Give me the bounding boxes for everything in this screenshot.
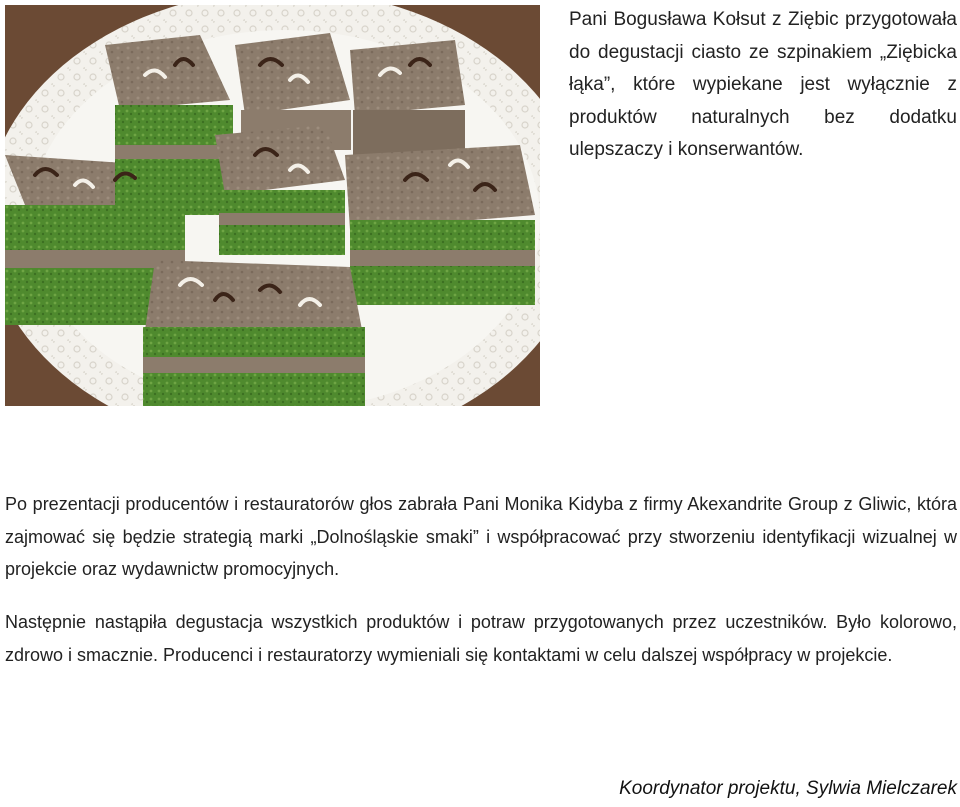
cake-slice [350,40,465,165]
cake-slice [345,145,535,305]
photo-caption: Pani Bogusława Kołsut z Ziębic przygotowała do degustacji ciasto ze szpinakiem „Ziębicka łąka”, które wypiekane jest wyłącznie z produktów naturalnych bez dodatku ulepszaczy i konserwantów. [569,9,957,161]
body-paragraph: Następnie nastąpiła degustacja wszystkich produktów i potraw przygotowanych przez uczestników. Było kolorowo, zdrowo i smacznie. Producenci i restauratorzy wymieniali się kontaktami w celu dalszej współpracy w projekcie. [5,612,957,665]
spinach-cake-illustration [5,5,540,406]
signature: Koordynator projektu, Sylwia Mielczarek [619,778,957,799]
body-paragraph: Po prezentacji producentów i restauratorów głos zabrała Pani Monika Kidyba z firmy Akexandrite Group z Gliwic, która zajmować się będzie strategią marki „Dolnośląskie smaki” i współpracować przy stworzeniu identyfikacji wizualnej w projekcie oraz wydawnictw promocyjnych. [5,494,957,580]
cake-slice [143,260,365,406]
cake-photo [5,5,540,406]
cake-slice [215,125,345,255]
